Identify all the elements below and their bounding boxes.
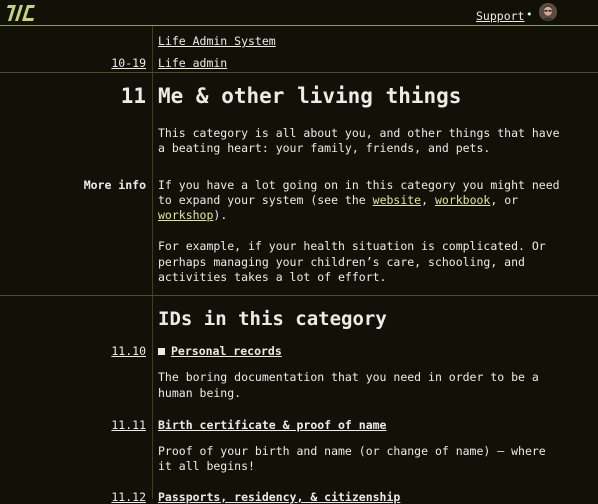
- id-desc-1111-line-1: Proof of your birth and name (or change of name) – where: [158, 444, 546, 458]
- website-link[interactable]: website: [372, 193, 422, 207]
- id-desc-1110-line-2: human being.: [158, 386, 242, 400]
- id-number-1111[interactable]: 11.11: [111, 418, 146, 432]
- breadcrumb-area-link[interactable]: Life admin: [158, 56, 228, 70]
- example-line-1: For example, if your health situation is complicated. Or: [158, 239, 546, 253]
- more-info-label: More info: [83, 178, 146, 192]
- intro-line-1: This category is all about you, and other things that have: [158, 126, 560, 140]
- comma-separator: ,: [421, 193, 435, 207]
- id-title-birth-certificate[interactable]: Birth certificate & proof of name: [158, 418, 387, 432]
- example-line-3: activities takes a lot of effort.: [158, 270, 387, 284]
- more-info-line-2: [158, 193, 518, 207]
- id-title-personal-records[interactable]: [158, 344, 282, 358]
- more-info-line-3: [158, 208, 227, 222]
- id-desc-1110-line-1: The boring documentation that you need in order to be a: [158, 370, 539, 384]
- ids-section-title: IDs in this category: [158, 308, 387, 330]
- section-rule: [0, 72, 598, 73]
- top-bar: [0, 0, 598, 26]
- section-rule-2: [0, 295, 598, 296]
- category-number: 11: [120, 84, 146, 108]
- page-title: Me & other living things: [158, 84, 462, 108]
- square-bullet-icon: [158, 348, 165, 355]
- more-info-line-1: If you have a lot going on in this category you might need: [158, 178, 560, 192]
- id-number-1110[interactable]: 11.10: [111, 344, 146, 358]
- johnny-decimal-logo-icon[interactable]: [6, 3, 36, 23]
- header-separator: •: [526, 8, 533, 21]
- workbook-link[interactable]: workbook: [434, 193, 491, 207]
- workshop-link[interactable]: workshop: [158, 208, 214, 222]
- id-title-passports[interactable]: Passports, residency, & citizenship: [158, 490, 401, 504]
- example-line-2: perhaps managing your children’s care, schooling, and: [158, 255, 525, 269]
- id-title-text: Personal records: [171, 344, 282, 358]
- more-info-end: ).: [213, 208, 228, 222]
- avatar[interactable]: [539, 3, 557, 21]
- column-divider: [152, 26, 153, 499]
- intro-line-2: a beating heart: your family, friends, and pets.: [158, 141, 491, 155]
- id-desc-1111-line-2: it all begins!: [158, 459, 255, 473]
- breadcrumb-area-id[interactable]: 10-19: [111, 56, 146, 70]
- support-link[interactable]: Support: [476, 9, 525, 23]
- breadcrumb-system-link[interactable]: Life Admin System: [158, 34, 276, 48]
- or-separator: , or: [490, 193, 519, 207]
- avatar-image-icon: [539, 3, 557, 21]
- id-number-1112[interactable]: 11.12: [111, 490, 146, 504]
- more-info-text: to expand your system (see the: [158, 193, 373, 207]
